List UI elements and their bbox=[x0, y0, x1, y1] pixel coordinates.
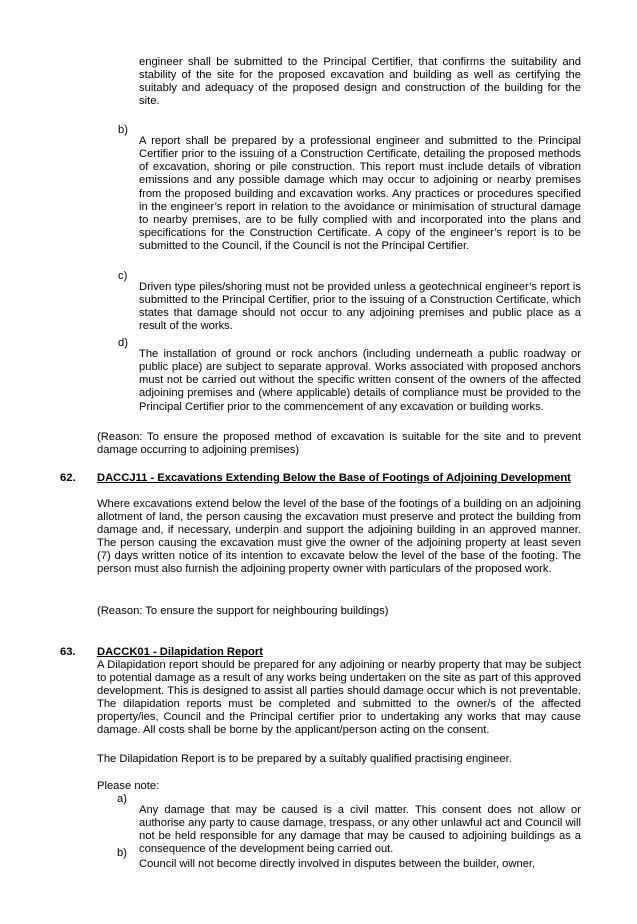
reason-61: (Reason: To ensure the proposed method of excavation is suitable for the site and to prevent damage occurring to adjoining premises) bbox=[97, 431, 581, 457]
note-text: Council will not become directly involved in disputes between the builder, owner, bbox=[139, 858, 536, 871]
condition-number-63: 63. bbox=[60, 646, 76, 658]
note-intro: Please note: bbox=[97, 780, 160, 792]
note-label: a) bbox=[117, 793, 127, 805]
condition-body-62: Where excavations extend below the level of the base of the footings of a building on an adjoining allotment of land, the person causing the excavation must preserve and protect the building from damage and, if necessary, underpin and support the adjoining building in an approved manner. The person causing the excavation must give the owner of the adjoining property at least seven (7) days written notice of its intention to excavate below the level of the base of the footing. The person must also furnish the adjoining property owner with particulars of the proposed work. bbox=[97, 498, 581, 576]
list-label: b) bbox=[118, 124, 128, 136]
note-label: b) bbox=[117, 847, 127, 859]
condition-body-63: A Dilapidation report should be prepared for any adjoining or nearby property that may be subject to potential damage as a result of any works being undertaken on the site as part of this approved development. This is designed to assist all parties should damage occur which is not preventable. The dilapidation reports must be completed and submitted to the owner/s of the affected property/ies, Council and the Principal certifier prior to undertaking any works that may cause damage. All costs shall be borne by the applicant/person acting on the consent. bbox=[97, 659, 581, 737]
list-text: A report shall be prepared by a professional engineer and submitted to the Principal Certifier prior to the issuing of a Construction Certificate, detailing the proposed methods of excavation, shoring or pile construction. This report must include details of vibration emissions and any possible damage which may occur to adjoining or nearby premises from the proposed building and excavation works. Any practices or procedures specified in the engineer’s report in relation to the avoidance or minimisation of structural damage to nearby premises, are to be fully complied with and incorporated into the plans and specifications for the Construction Certificate. A copy of the engineer’s report is to be submitted to the Council, if the Council is not the Principal Certifier. bbox=[139, 135, 581, 252]
continuation-paragraph bbox=[139, 56, 581, 108]
condition-reason-62: (Reason: To ensure the support for neighbouring buildings) bbox=[97, 605, 389, 617]
list-text: Driven type piles/shoring must not be provided unless a geotechnical engineer’s report is submitted to the Principal Certifier, prior to the issuing of a Construction Certificate, which states that damage should not occur to any adjoining premises and public place as a result of the works. bbox=[139, 281, 581, 333]
list-text: The installation of ground or rock anchors (including underneath a public roadway or public place) are subject to separate approval. Works associated with proposed anchors must not be carried out without the specific written consent of the owners of the affected adjoining premises and (where applicable) details of compliance must be provided to the Principal Certifier prior to the commencement of any excavation or building works. bbox=[139, 348, 581, 413]
list-label: d) bbox=[118, 337, 128, 349]
condition-body2-63: The Dilapidation Report is to be prepared by a suitably qualified practising engineer. bbox=[97, 753, 512, 765]
note-text: Any damage that may be caused is a civil matter. This consent does not allow or authorise any party to cause damage, trespass, or any other unlawful act and Council will not be held responsible for any damage that may be caused to adjoining buildings as a consequence of the development being carried out. bbox=[139, 804, 581, 856]
condition-heading-63: DACCK01 - Dilapidation Report bbox=[97, 646, 263, 658]
condition-heading-62: DACCJ11 - Excavations Extending Below the Base of Footings of Adjoining Development bbox=[97, 472, 571, 484]
list-label: c) bbox=[118, 270, 128, 282]
condition-number-62: 62. bbox=[60, 472, 76, 484]
continuation-text: engineer shall be submitted to the Principal Certifier, that confirms the suitability and stability of the site for the proposed excavation and building as well as certifying the suitably and adequacy of the proposed design and construction of the building for the site. bbox=[139, 56, 581, 108]
